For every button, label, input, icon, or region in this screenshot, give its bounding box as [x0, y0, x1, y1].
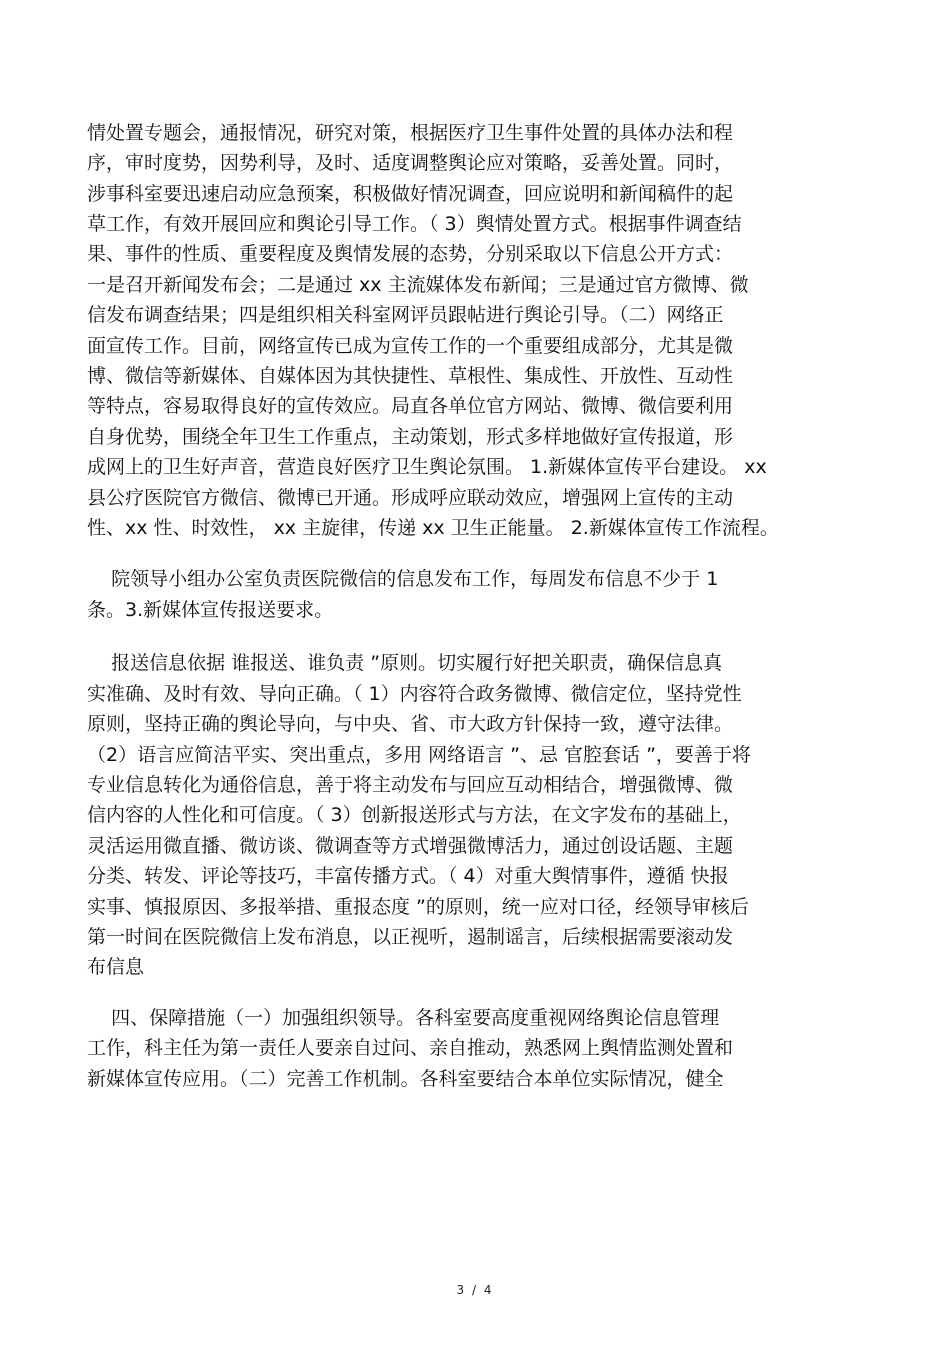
- text-line: 涉事科室要迅速启动应急预案，积极做好情况调查，回应说明和新闻稿件的起: [87, 183, 734, 205]
- text-line: 第一时间在医院微信上发布消息，以正视听，遏制谣言，后续根据需要滚动发: [87, 926, 734, 948]
- text-line: 信内容的人性化和可信度。（ 3）创新报送形式与方法，在文字发布的基础上，: [87, 804, 742, 826]
- text-line: 性、xx 性、时效性， xx 主旋律，传递 xx 卫生正能量。 2.新媒体宣传工作流程。: [87, 517, 779, 539]
- text-line: 分类、转发、评论等技巧，丰富传播方式。（ 4）对重大舆情事件，遵循 快报: [87, 865, 729, 887]
- text-line: 布信息: [87, 956, 145, 978]
- text-line: 报送信息依据 谁报送、谁负责 ”原则。切实履行好把关职责，确保信息真: [87, 652, 723, 674]
- text-line: 新媒体宣传应用。（二）完善工作机制。各科室要结合本单位实际情况，健全: [87, 1068, 724, 1090]
- text-line: 专业信息转化为通俗信息，善于将主动发布与回应互动相结合，增强微博、微: [87, 774, 734, 796]
- page-number: 3 / 4: [456, 1283, 494, 1297]
- text-line: 工作，科主任为第一责任人要亲自过问、亲自推动，熟悉网上舆情监测处置和: [87, 1037, 734, 1059]
- text-line: 自身优势，围绕全年卫生工作重点，主动策划，形式多样地做好宣传报道，形: [87, 426, 734, 448]
- text-line: 原则，坚持正确的舆论导向，与中央、省、市大政方针保持一致，遵守法律。: [87, 713, 734, 735]
- text-line: 情处置专题会，通报情况，研究对策，根据医疗卫生事件处置的具体办法和程: [87, 122, 734, 144]
- text-line: 实事、慎报原因、多报举措、重报态度 ”的原则，统一应对口径，经领导审核后: [87, 896, 749, 918]
- text-line: （2）语言应简洁平实、突出重点，多用 网络语言 ”、忌 官腔套话 ”，要善于将: [87, 744, 751, 766]
- text-line: 草工作，有效开展回应和舆论引导工作。（ 3）舆情处置方式。根据事件调查结: [87, 213, 742, 235]
- text-line: 果、事件的性质、重要程度及舆情发展的态势，分别采取以下信息公开方式：: [87, 243, 734, 265]
- text-line: 成网上的卫生好声音，营造良好医疗卫生舆论氛围。 1.新媒体宣传平台建设。 xx: [87, 456, 767, 478]
- text-line: 条。3.新媒体宣传报送要求。: [87, 599, 334, 621]
- text-line: 灵活运用微直播、微访谈、微调查等方式增强微博活力，通过创设话题、主题: [87, 835, 734, 857]
- text-line: 面宣传工作。目前，网络宣传已成为宣传工作的一个重要组成部分，尤其是微: [87, 335, 734, 357]
- text-line: 县公疗医院官方微信、微博已开通。形成呼应联动效应，增强网上宣传的主动: [87, 487, 734, 509]
- text-line: 等特点，容易取得良好的宣传效应。局直各单位官方网站、微博、微信要利用: [87, 395, 734, 417]
- text-line: 实准确、及时有效、导向正确。（ 1）内容符合政务微博、微信定位，坚持党性: [87, 683, 742, 705]
- text-line: 四、保障措施（一）加强组织领导。各科室要高度重视网络舆论信息管理: [87, 1007, 720, 1029]
- text-line: 博、微信等新媒体、自媒体因为其快捷性、草根性、集成性、开放性、互动性: [87, 365, 734, 387]
- text-line: 信发布调查结果；四是组织相关科室网评员跟帖进行舆论引导。（二）网络正: [87, 304, 724, 326]
- text-line: 序，审时度势，因势利导，及时、适度调整舆论应对策略，妥善处置。同时，: [87, 152, 734, 174]
- text-line: 院领导小组办公室负责医院微信的信息发布工作，每周发布信息不少于 1: [87, 568, 719, 590]
- text-line: 一是召开新闻发布会；二是通过 xx 主流媒体发布新闻；三是通过官方微博、微: [87, 274, 749, 296]
